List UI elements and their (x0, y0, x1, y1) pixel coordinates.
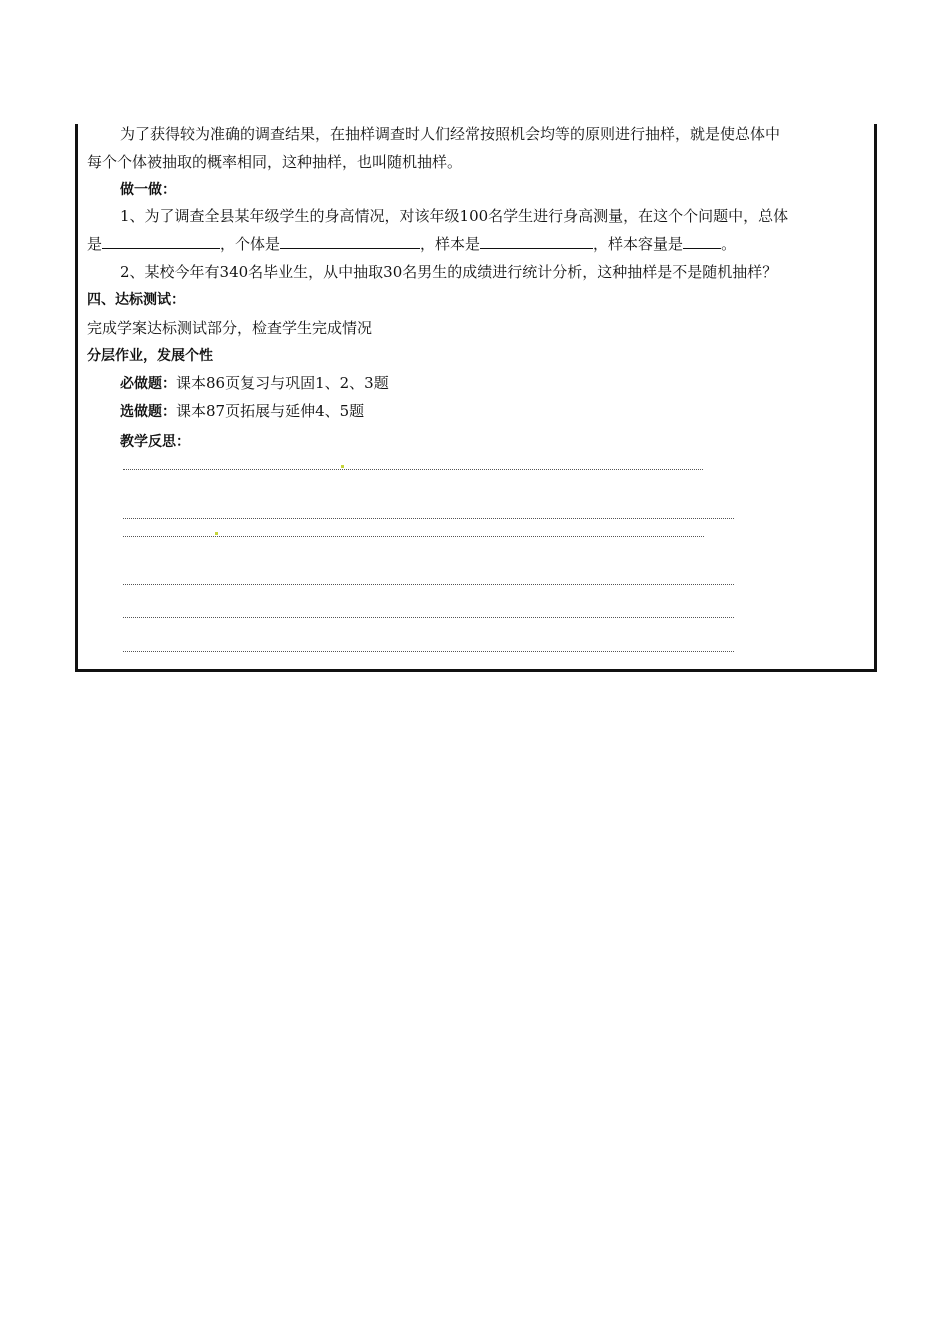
question-1-line-1: 1、为了调查全县某年级学生的身高情况，对该年级100名学生进行身高测量，在这个个问题中，总体 (120, 207, 789, 225)
question-1-prefix: 是 (87, 235, 103, 253)
paragraph-line-2: 每个个体被抽取的概率相同，这种抽样，也叫随机抽样。 (87, 153, 463, 171)
question-2: 2、某校今年有340名毕业生，从中抽取30名男生的成绩进行统计分析，这种抽样是不是随机抽样？ (120, 263, 778, 281)
question-1-sep-2: ，样本是 (420, 235, 481, 253)
homework-heading: 分层作业，发展个性 (87, 348, 213, 364)
required-text: 课本86页复习与巩固1、2、3题 (176, 374, 389, 392)
reflection-line-4[interactable] (123, 584, 734, 585)
reflection-heading: 教学反思： (120, 434, 190, 450)
optional-text: 课本87页拓展与延伸4、5题 (176, 402, 365, 420)
paragraph-line-1: 为了获得较为准确的调查结果，在抽样调查时人们经常按照机会均等的原则进行抽样，就是使总体中 (120, 125, 781, 143)
reflection-line-2[interactable] (123, 518, 734, 519)
blank-sample-size[interactable] (683, 234, 721, 249)
blank-sample[interactable] (480, 234, 593, 249)
optional-label: 选做题： (120, 404, 176, 420)
question-1-sep-1: ，个体是 (220, 235, 281, 253)
reflection-line-6[interactable] (123, 651, 734, 652)
highlight-mark (341, 465, 344, 468)
question-1-line-2 (87, 234, 736, 254)
try-heading: 做一做： (120, 182, 176, 198)
question-1-end: 。 (721, 235, 737, 253)
blank-individual[interactable] (280, 234, 420, 249)
reflection-line-3[interactable] (123, 536, 704, 537)
reflection-line-1[interactable] (123, 469, 703, 470)
reflection-line-5[interactable] (123, 617, 734, 618)
highlight-mark (215, 532, 218, 535)
optional-homework (120, 401, 364, 422)
section-4-heading: 四、达标测试： (87, 292, 185, 308)
required-homework (120, 373, 389, 394)
section-4-text: 完成学案达标测试部分，检查学生完成情况 (87, 319, 373, 337)
required-label: 必做题： (120, 376, 176, 392)
question-1-sep-3: ，样本容量是 (593, 235, 684, 253)
blank-population[interactable] (102, 234, 220, 249)
